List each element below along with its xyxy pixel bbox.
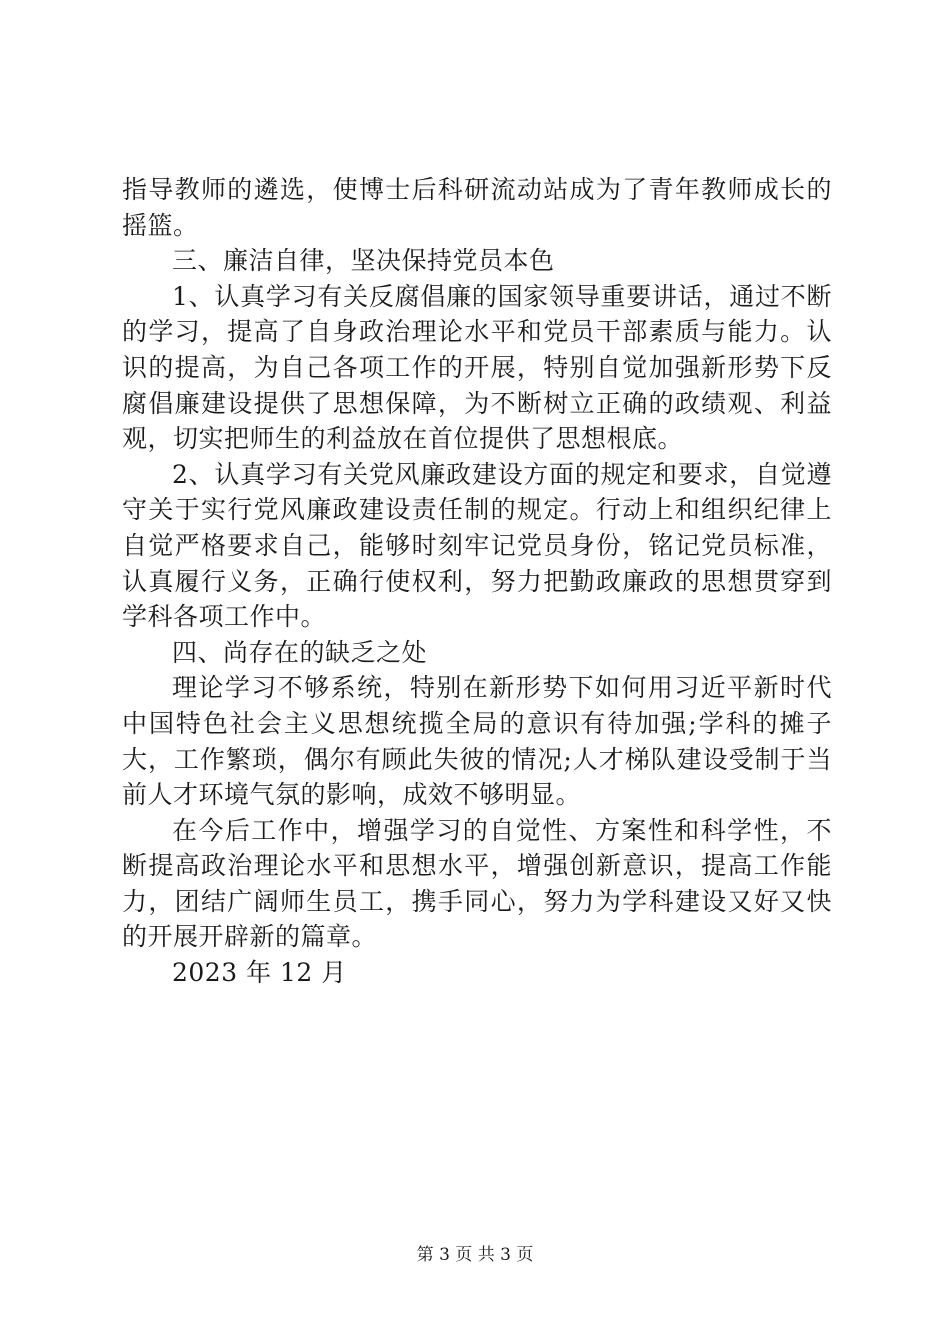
paragraph-7: 在今后工作中，增强学习的自觉性、方案性和科学性，不断提高政治理论水平和思想水平，增强创新意识，提高工作能力，团结广阔师生员工，携手同心，努力为学科建设又好又快的开展开辟新的篇章。 bbox=[122, 815, 832, 952]
section-heading-3: 三、廉洁自律，坚决保持党员本色 bbox=[172, 246, 555, 276]
paragraph-3: 1、认真学习有关反腐倡廉的国家领导重要讲话，通过不断的学习，提高了自身政治理论水平和党员干部素质与能力。认识的提高，为自己各项工作的开展，特别自觉加强新形势下反腐倡廉建设提供了思想保障，为不断树立正确的政绩观、利益观，切实把师生的利益放在首位提供了思想根底。 bbox=[122, 281, 832, 454]
section-heading-4: 四、尚存在的缺乏之处 bbox=[172, 637, 428, 667]
paragraph-4: 2、认真学习有关党风廉政建设方面的规定和要求，自觉遵守关于实行党风廉政建设责任制的规定。行动上和组织纪律上自觉严格要求自己，能够时刻牢记党员身份，铭记党员标准，认真履行义务，正确行使权利，努力把勤政廉政的思想贯穿到学科各项工作中。 bbox=[122, 459, 832, 632]
page-number-footer: 第 3 页 共 3 页 bbox=[416, 1245, 534, 1265]
paragraph-1: 指导教师的遴选，使博士后科研流动站成为了青年教师成长的摇篮。 bbox=[122, 175, 832, 240]
paragraph-6: 理论学习不够系统，特别在新形势下如何用习近平新时代中国特色社会主义思想统揽全局的意识有待加强;学科的摊子大，工作繁琐，偶尔有顾此失彼的情况;人才梯队建设受制于当前人才环境气氛的影响，成效不够明显。 bbox=[122, 673, 832, 810]
document-body bbox=[122, 172, 832, 991]
date-line: 2023 年 12 月 bbox=[172, 958, 347, 988]
